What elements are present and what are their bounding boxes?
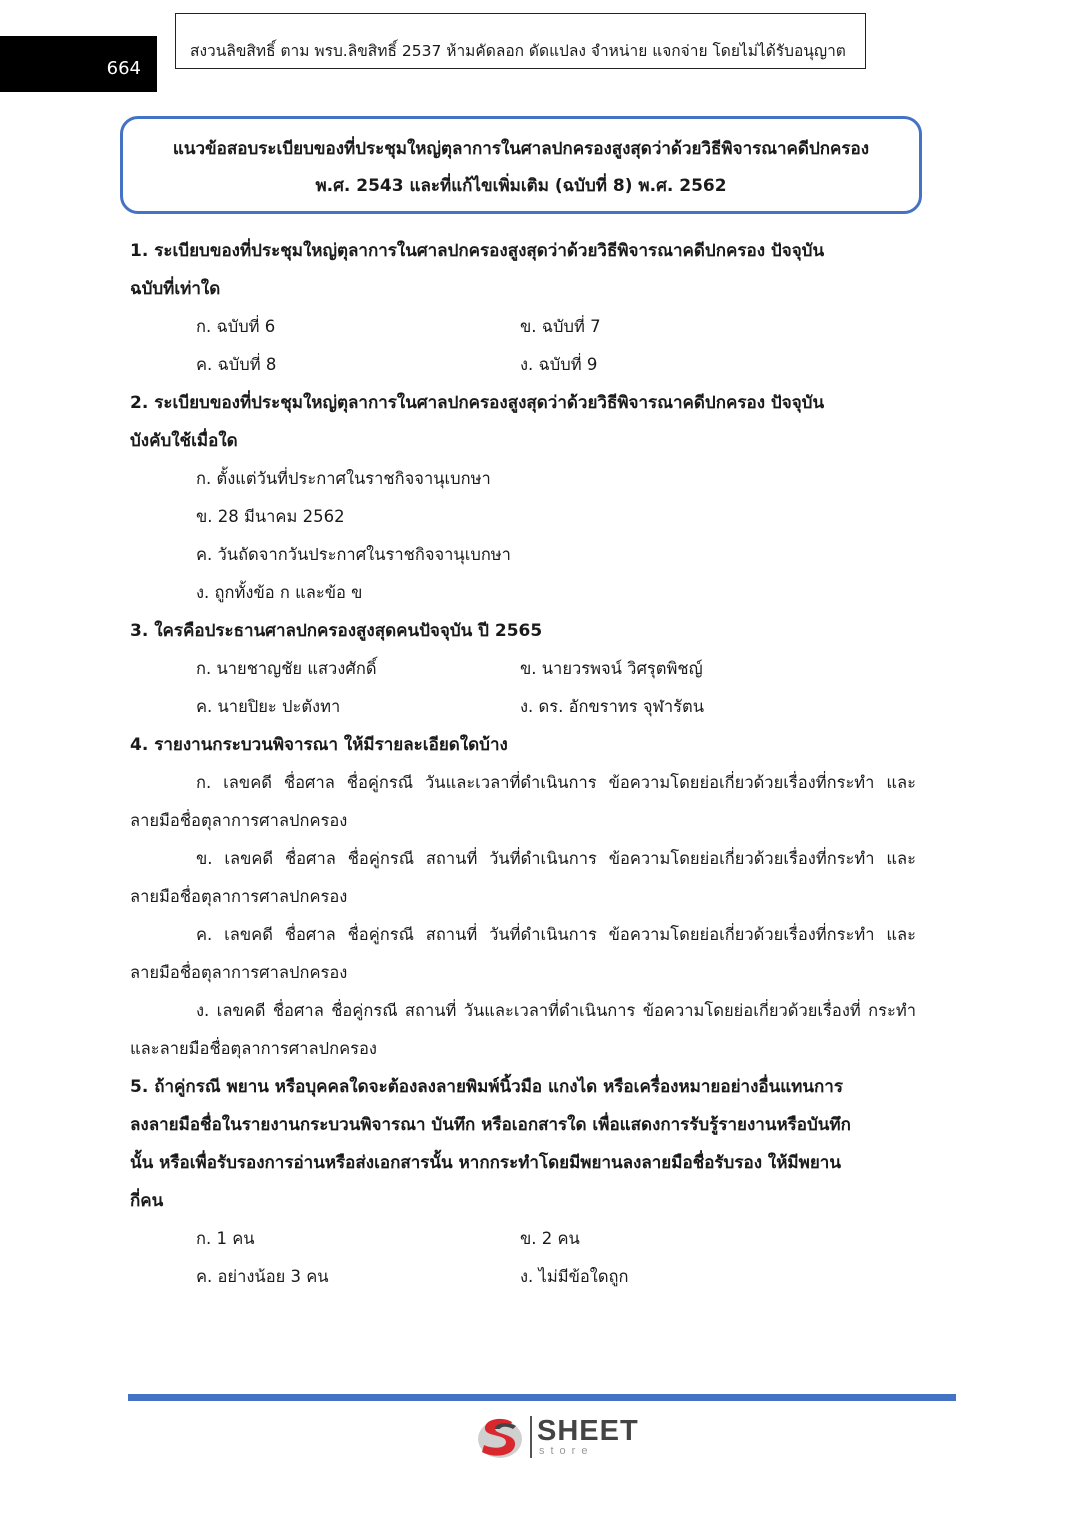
question-text: 3. ใครคือประธานศาลปกครองสูงสุดคนปัจจุบัน ปี 2565 xyxy=(130,621,543,641)
option-row xyxy=(130,346,916,384)
question-text: บังคับใช้เมื่อใด xyxy=(130,431,238,451)
option-a: ก. เลขคดี ชื่อศาล ชื่อคู่กรณี วันและเวลาที่ดำเนินการ ข้อความโดยย่อเกี่ยวด้วยเรื่องที่กระทำ และลายมือชื่อตุลาการศาลปกครอง xyxy=(130,773,916,830)
sheet-store-logo xyxy=(476,1412,639,1462)
title-line-1: แนวข้อสอบระเบียบของที่ประชุมใหญ่ตุลาการในศาลปกครองสูงสุดว่าด้วยวิธีพิจารณาคดีปกครอง xyxy=(172,139,870,159)
question-5 xyxy=(130,1068,916,1296)
option-d: ง. ฉบับที่ 9 xyxy=(520,355,598,374)
option-d: ง. ไม่มีข้อใดถูก xyxy=(520,1267,629,1286)
question-text: ฉบับที่เท่าใด xyxy=(130,279,221,299)
option-c: ค. อย่างน้อย 3 คน xyxy=(196,1267,329,1286)
logo-divider xyxy=(530,1416,532,1458)
option-row xyxy=(130,650,916,688)
option-row xyxy=(130,308,916,346)
option-c: ค. ฉบับที่ 8 xyxy=(196,355,277,374)
question-text: ลงลายมือชื่อในรายงานกระบวนพิจารณา บันทึก หรือเอกสารใด เพื่อแสดงการรับรู้รายงานหรือบันทึก xyxy=(130,1115,851,1135)
option-c: ค. เลขคดี ชื่อศาล ชื่อคู่กรณี สถานที่ วันที่ดำเนินการ ข้อความโดยย่อเกี่ยวด้วยเรื่องที่กระทำ และลายมือชื่อตุลาการศาลปกครอง xyxy=(130,925,916,982)
title-box xyxy=(120,116,922,214)
logo-text: SHEET xyxy=(537,1415,639,1447)
question-text: 4. รายงานกระบวนพิจารณา ให้มีรายละเอียดใดบ้าง xyxy=(130,735,508,755)
logo-subtext: store xyxy=(539,1445,594,1457)
option-row xyxy=(130,1220,916,1258)
page-number: 664 xyxy=(106,58,141,79)
question-4 xyxy=(130,726,916,1068)
question-3 xyxy=(130,612,916,726)
question-text: กี่คน xyxy=(130,1191,164,1211)
option-a: ก. ตั้งแต่วันที่ประกาศในราชกิจจานุเบกษา xyxy=(196,469,491,488)
sheet-logo-icon xyxy=(476,1412,526,1462)
option-d: ง. เลขคดี ชื่อศาล ชื่อคู่กรณี สถานที่ วันและเวลาที่ดำเนินการ ข้อความโดยย่อเกี่ยวด้วยเรื่องที่ กระทำ และลายมือชื่อตุลาการศาลปกครอง xyxy=(130,1001,916,1058)
question-list xyxy=(130,232,916,1296)
option-d: ง. ถูกทั้งข้อ ก และข้อ ข xyxy=(196,583,363,602)
option-c: ค. วันถัดจากวันประกาศในราชกิจจานุเบกษา xyxy=(196,545,511,564)
option-d: ง. ดร. อักขราทร จุฬารัตน xyxy=(520,697,704,716)
option-row xyxy=(130,1258,916,1296)
option-a: ก. 1 คน xyxy=(196,1229,255,1248)
option-b: ข. ฉบับที่ 7 xyxy=(520,317,601,336)
option-b: ข. นายวรพจน์ วิศรุตพิชญ์ xyxy=(520,659,703,678)
page-number-box xyxy=(0,36,157,92)
title-line-2: พ.ศ. 2543 และที่แก้ไขเพิ่มเติม (ฉบับที่ 8) พ.ศ. 2562 xyxy=(315,176,727,196)
question-text: 2. ระเบียบของที่ประชุมใหญ่ตุลาการในศาลปกครองสูงสุดว่าด้วยวิธีพิจารณาคดีปกครอง ปัจจุบัน xyxy=(130,393,825,413)
option-a: ก. นายชาญชัย แสวงศักดิ์ xyxy=(196,659,377,678)
option-row xyxy=(130,688,916,726)
question-text: นั้น หรือเพื่อรับรองการอ่านหรือส่งเอกสารนั้น หากกระทำโดยมีพยานลงลายมือชื่อรับรอง ให้มีพยาน xyxy=(130,1153,841,1173)
option-b: ข. 2 คน xyxy=(520,1229,580,1248)
option-b: ข. 28 มีนาคม 2562 xyxy=(196,507,345,526)
option-c: ค. นายปิยะ ปะตังทา xyxy=(196,697,341,716)
option-a: ก. ฉบับที่ 6 xyxy=(196,317,276,336)
question-text: 5. ถ้าคู่กรณี พยาน หรือบุคคลใดจะต้องลงลายพิมพ์นิ้วมือ แกงได หรือเครื่องหมายอย่างอื่นแทนการ xyxy=(130,1077,843,1097)
question-1 xyxy=(130,232,916,384)
copyright-notice: สงวนลิขสิทธิ์ ตาม พรบ.ลิขสิทธิ์ 2537 ห้ามคัดลอก ดัดแปลง จำหน่าย แจกจ่าย โดยไม่ได้รับอนุญาต xyxy=(175,13,866,69)
question-text: 1. ระเบียบของที่ประชุมใหญ่ตุลาการในศาลปกครองสูงสุดว่าด้วยวิธีพิจารณาคดีปกครอง ปัจจุบัน xyxy=(130,241,825,261)
question-2 xyxy=(130,384,916,612)
option-b: ข. เลขคดี ชื่อศาล ชื่อคู่กรณี สถานที่ วันที่ดำเนินการ ข้อความโดยย่อเกี่ยวด้วยเรื่องที่กระทำ และลายมือชื่อตุลาการศาลปกครอง xyxy=(130,849,916,906)
footer-divider xyxy=(128,1394,956,1401)
